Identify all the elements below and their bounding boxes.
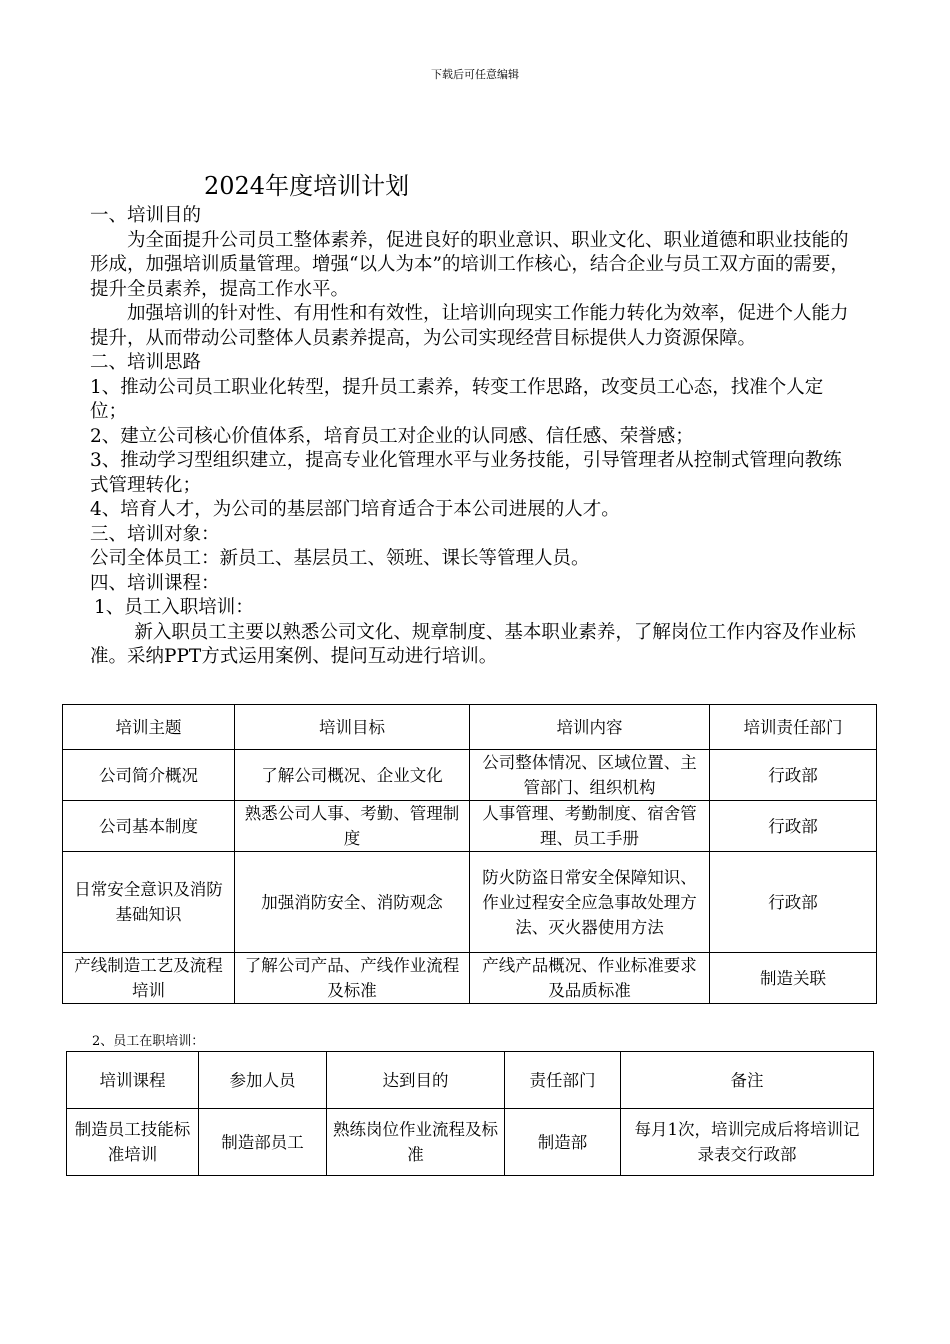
table-cell: 行政部	[710, 801, 877, 852]
table-cell: 行政部	[710, 750, 877, 801]
table-cell: 产线产品概况、作业标准要求及品质标准	[470, 953, 710, 1004]
course1-text: 新入职员工主要以熟悉公司文化、规章制度、基本职业素养，了解岗位工作内容及作业标准。采纳PPT方式运用案例、提问互动进行培训。	[90, 621, 856, 667]
table-cell: 公司简介概况	[63, 750, 235, 801]
purpose-paragraph-2: 加强培训的针对性、有用性和有效性，让培训向现实工作能力转化为效率，促进个人能力提升，从而带动公司整体人员素养提高，为公司实现经营目标提供人力资源保障。	[90, 303, 849, 349]
table-header-cell: 责任部门	[505, 1052, 621, 1109]
table-header-cell: 参加人员	[199, 1052, 327, 1109]
approach-item: 2、建立公司核心价值体系，培育员工对企业的认同感、信任感、荣誉感；	[90, 425, 694, 447]
table-header-cell: 达到目的	[327, 1052, 505, 1109]
table-cell: 了解公司概况、企业文化	[235, 750, 470, 801]
course1-heading: 1、员工入职培训：	[94, 597, 254, 618]
course-heading: 四、培训课程：	[90, 572, 220, 594]
table-cell: 制造部员工	[199, 1109, 327, 1176]
page-title: 2024年度培训计划	[204, 172, 410, 200]
table-header-row	[63, 705, 877, 750]
onboarding-training-table	[62, 704, 877, 1004]
table-cell: 制造员工技能标准培训	[67, 1109, 199, 1176]
target-text: 公司全体员工：新员工、基层员工、领班、课长等管理人员。	[90, 548, 590, 569]
purpose-paragraph-1: 为全面提升公司员工整体素养，促进良好的职业意识、职业文化、职业道德和职业技能的形成，加强培训质量管理。增强“以人为本”的培训工作核心，结合企业与员工双方面的需要，提升全员素养，提高工作水平。	[90, 229, 849, 300]
table-cell: 每月1次，培训完成后将培训记录表交行政部	[621, 1109, 874, 1176]
table-cell: 制造关联	[710, 953, 877, 1004]
target-heading: 三、培训对象：	[90, 523, 220, 545]
table-cell: 制造部	[505, 1109, 621, 1176]
table-row	[63, 801, 877, 852]
table-cell: 了解公司产品、产线作业流程及标准	[235, 953, 470, 1004]
course2-heading: 2、员工在职培训：	[92, 1034, 205, 1049]
purpose-heading: 一、培训目的	[90, 205, 202, 226]
table-header-row	[67, 1052, 874, 1109]
approach-heading: 二、培训思路	[90, 352, 202, 373]
table-cell: 加强消防安全、消防观念	[235, 852, 470, 953]
table-header-cell: 培训目标	[235, 705, 470, 750]
table-cell: 日常安全意识及消防基础知识	[63, 852, 235, 953]
table-row	[67, 1109, 874, 1176]
approach-item: 1、推动公司员工职业化转型，提升员工素养，转变工作思路，改变员工心态，找准个人定位；	[90, 376, 824, 422]
table-row	[63, 750, 877, 801]
table-cell: 行政部	[710, 852, 877, 953]
table-cell: 公司基本制度	[63, 801, 235, 852]
header-note: 下载后可任意编辑	[431, 68, 519, 81]
approach-item: 3、推动学习型组织建立，提高专业化管理水平与业务技能，引导管理者从控制式管理向教练式管理转化；	[90, 450, 842, 496]
table-header-cell: 备注	[621, 1052, 874, 1109]
table-cell: 产线制造工艺及流程培训	[63, 953, 235, 1004]
approach-item: 4、培育人才，为公司的基层部门培育适合于本公司进展的人才。	[90, 499, 620, 520]
table-header-cell: 培训课程	[67, 1052, 199, 1109]
table-cell: 人事管理、考勤制度、宿舍管理、员工手册	[470, 801, 710, 852]
table-cell: 熟悉公司人事、考勤、管理制度	[235, 801, 470, 852]
table-cell: 公司整体情况、区域位置、主管部门、组织机构	[470, 750, 710, 801]
table-row	[63, 953, 877, 1004]
table-cell: 防火防盗日常安全保障知识、作业过程安全应急事故处理方法、灭火器使用方法	[470, 852, 710, 953]
document-body	[90, 204, 860, 670]
table-row	[63, 852, 877, 953]
table-header-cell: 培训主题	[63, 705, 235, 750]
table-cell: 熟练岗位作业流程及标准	[327, 1109, 505, 1176]
onjob-training-table	[66, 1051, 874, 1176]
table-header-cell: 培训责任部门	[710, 705, 877, 750]
table-header-cell: 培训内容	[470, 705, 710, 750]
